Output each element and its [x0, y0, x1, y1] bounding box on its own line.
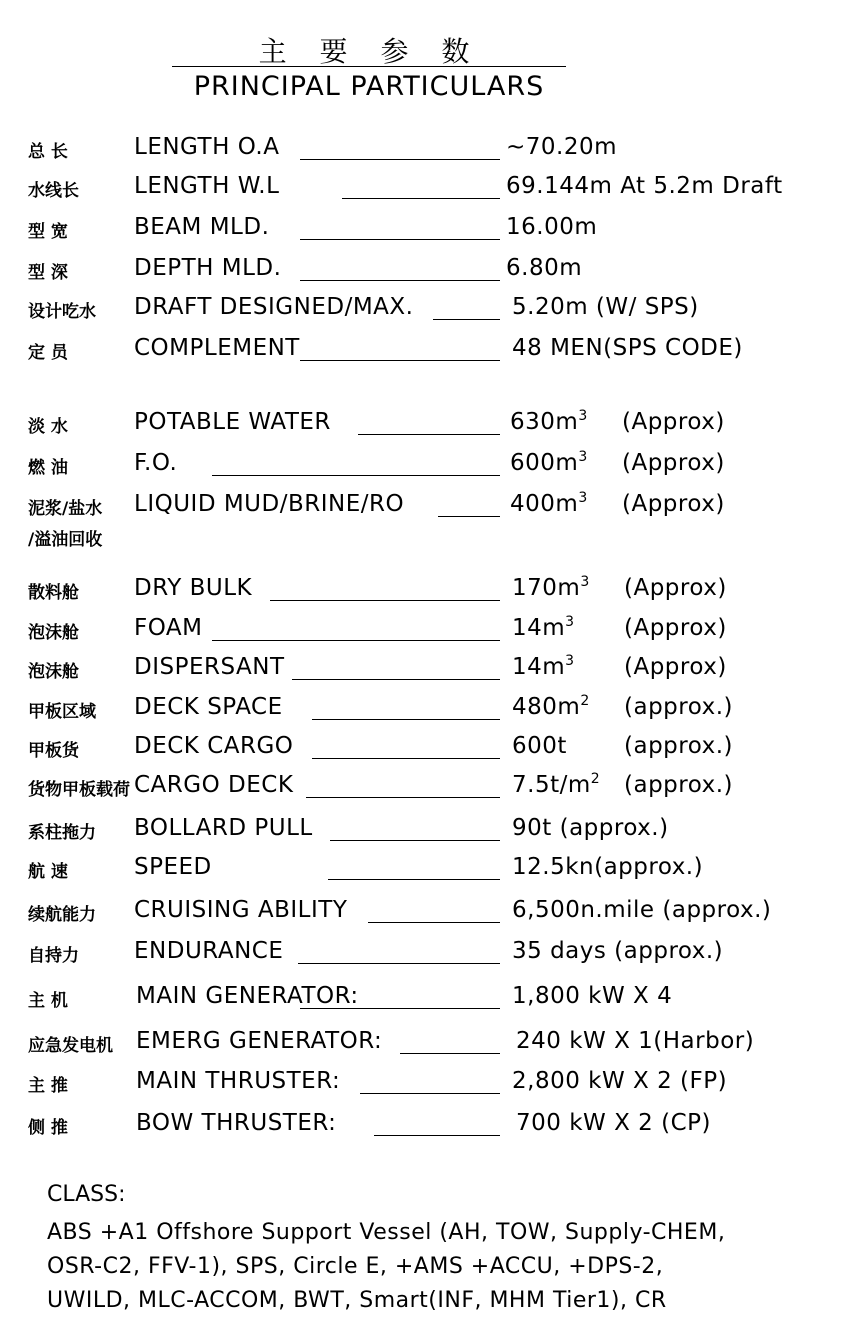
leader-line — [300, 360, 500, 361]
chinese-label: 型 深 — [28, 263, 68, 283]
chinese-label: 主 机 — [28, 991, 68, 1011]
leader-line — [330, 840, 500, 841]
english-label: EMERG GENERATOR: — [136, 1028, 383, 1054]
english-label: LIQUID MUD/BRINE/RO — [134, 491, 405, 517]
title-en-text: PRINCIPAL PARTICULARS — [193, 71, 545, 102]
chinese-label: 泡沫舱 — [28, 623, 79, 643]
value-main: 2,800 kW X 2 (FP) — [512, 1068, 728, 1094]
chinese-label: 主 推 — [28, 1076, 68, 1096]
chinese-label: 货物甲板载荷 — [28, 780, 130, 800]
value-superscript: 2 — [580, 693, 590, 709]
value-text — [512, 815, 669, 841]
value-text — [510, 490, 725, 517]
value-approx: (approx.) — [624, 772, 733, 798]
particular-row — [0, 654, 854, 688]
value-superscript: 2 — [590, 771, 601, 787]
leader-line — [300, 1008, 500, 1009]
leader-line — [270, 600, 500, 601]
value-text — [512, 983, 672, 1009]
value-superscript: 3 — [580, 574, 590, 590]
leader-line — [312, 719, 500, 720]
value-main: 7.5t/m — [512, 772, 591, 798]
value-main: 6.80m — [506, 255, 583, 281]
value-main: 480m — [512, 694, 581, 720]
value-main: 16.00m — [506, 214, 598, 240]
particular-row — [0, 255, 854, 289]
english-label: CRUISING ABILITY — [134, 897, 348, 923]
value-text — [510, 449, 725, 476]
chinese-label: 续航能力 — [28, 905, 96, 925]
value-text — [512, 335, 743, 361]
particular-row — [0, 294, 854, 328]
particular-row — [0, 335, 854, 369]
value-approx: (Approx) — [624, 615, 727, 641]
leader-line — [328, 879, 500, 880]
english-label: DRAFT DESIGNED/MAX. — [134, 294, 414, 320]
chinese-label: 总 长 — [28, 142, 68, 162]
particular-row — [0, 1068, 854, 1102]
english-label: ENDURANCE — [134, 938, 284, 964]
chinese-label: 甲板货 — [28, 741, 79, 761]
value-text — [506, 134, 617, 160]
particular-row — [0, 173, 854, 207]
value-approx: (Approx) — [622, 409, 725, 435]
leader-line — [312, 758, 500, 759]
english-label: LENGTH O.A — [134, 134, 280, 160]
chinese-label: 自持力 — [28, 946, 79, 966]
english-label: BOLLARD PULL — [134, 815, 313, 841]
particular-row — [0, 490, 854, 550]
leader-line — [300, 159, 500, 160]
value-main: 5.20m (W/ SPS) — [512, 294, 699, 320]
particular-row — [0, 854, 854, 888]
value-main: 6,500n.mile (approx.) — [512, 897, 772, 923]
chinese-label: 燃 油 — [28, 458, 68, 478]
chinese-label: 泡沫舱 — [28, 662, 79, 682]
value-main: 600m — [510, 450, 579, 476]
value-text — [512, 854, 703, 880]
chinese-label: 侧 推 — [28, 1118, 68, 1138]
value-superscript: 3 — [578, 449, 588, 465]
english-label: DECK CARGO — [134, 733, 294, 759]
chinese-label: 泥浆/盐水 — [28, 499, 103, 519]
title-en — [172, 66, 566, 105]
chinese-label: 航 速 — [28, 862, 68, 882]
chinese-label: 设计吃水 — [28, 302, 96, 322]
leader-line — [438, 516, 500, 517]
chinese-label: 散料舱 — [28, 583, 79, 603]
chinese-label: 水线长 — [28, 181, 79, 201]
chinese-label: 系柱拖力 — [28, 823, 96, 843]
particular-row — [0, 1110, 854, 1144]
english-label: BEAM MLD. — [134, 214, 270, 240]
chinese-label: 型 宽 — [28, 222, 68, 242]
value-text — [512, 938, 723, 964]
value-text — [512, 771, 733, 798]
leader-line — [292, 679, 500, 680]
value-approx: (Approx) — [622, 450, 725, 476]
particular-row — [0, 615, 854, 649]
particular-row — [0, 772, 854, 806]
english-label: LENGTH W.L — [134, 173, 280, 199]
value-main: ~70.20m — [506, 134, 618, 160]
english-label: DECK SPACE — [134, 694, 283, 720]
value-superscript: 3 — [578, 408, 588, 424]
value-approx: (Approx) — [624, 654, 727, 680]
particular-row — [0, 983, 854, 1017]
leader-line — [400, 1053, 500, 1054]
value-main: 1,800 kW X 4 — [512, 983, 673, 1009]
value-approx: (Approx) — [624, 575, 727, 601]
leader-line — [298, 963, 500, 964]
english-label: BOW THRUSTER: — [136, 1110, 337, 1136]
particular-row — [0, 694, 854, 728]
value-text — [506, 214, 597, 240]
value-text — [512, 574, 727, 601]
value-text — [512, 653, 727, 680]
value-main: 14m — [512, 615, 566, 641]
value-text — [510, 408, 725, 435]
english-label: DEPTH MLD. — [134, 255, 282, 281]
particular-row — [0, 938, 854, 972]
english-label: FOAM — [134, 615, 203, 641]
value-main: 600t — [512, 733, 567, 759]
leader-line — [212, 475, 500, 476]
value-text — [512, 897, 771, 923]
value-superscript: 3 — [565, 653, 575, 669]
value-text — [506, 255, 582, 281]
value-superscript: 3 — [578, 490, 588, 506]
value-text — [516, 1028, 754, 1054]
value-text — [512, 1068, 727, 1094]
leader-line — [300, 239, 500, 240]
value-text — [516, 1110, 711, 1136]
chinese-label: 应急发电机 — [28, 1036, 113, 1056]
leader-line — [306, 797, 500, 798]
value-main: 90t (approx.) — [512, 815, 669, 841]
title-cn: 主 要 参 数 — [258, 35, 482, 68]
leader-line — [360, 1093, 500, 1094]
value-text — [512, 294, 699, 320]
class-text: ABS +A1 Offshore Support Vessel (AH, TOW, Supply-CHEM, OSR-C2, FFV-1), SPS, Circle E, +AMS +ACCU, +DPS-2, UWILD, MLC-ACCOM, BWT, Smart(INF, MHM Tier1), CR — [47, 1220, 726, 1313]
value-main: 14m — [512, 654, 566, 680]
particular-row — [0, 1028, 854, 1062]
value-main: 400m — [510, 491, 579, 517]
particular-row — [0, 733, 854, 767]
leader-line — [342, 198, 500, 199]
class-label: CLASS: — [47, 1182, 126, 1207]
english-label: CARGO DECK — [134, 772, 294, 798]
leader-line — [212, 640, 500, 641]
value-approx: (approx.) — [624, 694, 733, 720]
chinese-label: 淡 水 — [28, 417, 68, 437]
chinese-label: 定 员 — [28, 343, 68, 363]
leader-line — [368, 922, 500, 923]
value-main: 630m — [510, 409, 579, 435]
english-label: COMPLEMENT — [134, 335, 300, 361]
leader-line — [300, 280, 500, 281]
particular-row — [0, 214, 854, 248]
leader-line — [433, 319, 500, 320]
value-main: 69.144m At 5.2m Draft — [506, 173, 783, 199]
value-approx: (Approx) — [622, 491, 725, 517]
english-label: MAIN GENERATOR: — [136, 983, 359, 1009]
leader-line — [374, 1135, 500, 1136]
value-main: 48 MEN(SPS CODE) — [512, 335, 743, 361]
english-label: F.O. — [134, 450, 178, 476]
english-label: POTABLE WATER — [134, 409, 331, 435]
value-text — [512, 693, 733, 720]
particular-row — [0, 575, 854, 609]
value-text — [512, 614, 727, 641]
particular-row — [0, 134, 854, 168]
particular-row — [0, 815, 854, 849]
value-main: 700 kW X 2 (CP) — [516, 1110, 711, 1136]
chinese-label: 甲板区域 — [28, 702, 96, 722]
value-main: 12.5kn(approx.) — [512, 854, 704, 880]
value-approx: (approx.) — [624, 733, 733, 759]
particular-row — [0, 409, 854, 443]
value-text — [512, 733, 733, 759]
english-label: SPEED — [134, 854, 212, 880]
value-main: 170m — [512, 575, 581, 601]
value-superscript: 3 — [565, 614, 575, 630]
english-label: DISPERSANT — [134, 654, 285, 680]
value-main: 35 days (approx.) — [512, 938, 724, 964]
particular-row — [0, 897, 854, 931]
english-label: MAIN THRUSTER: — [136, 1068, 341, 1094]
english-label: DRY BULK — [134, 575, 253, 601]
value-main: 240 kW X 1(Harbor) — [516, 1028, 755, 1054]
leader-line — [358, 434, 500, 435]
particular-row — [0, 450, 854, 484]
chinese-label-line2: /溢油回收 — [28, 530, 103, 550]
value-text — [506, 173, 783, 199]
